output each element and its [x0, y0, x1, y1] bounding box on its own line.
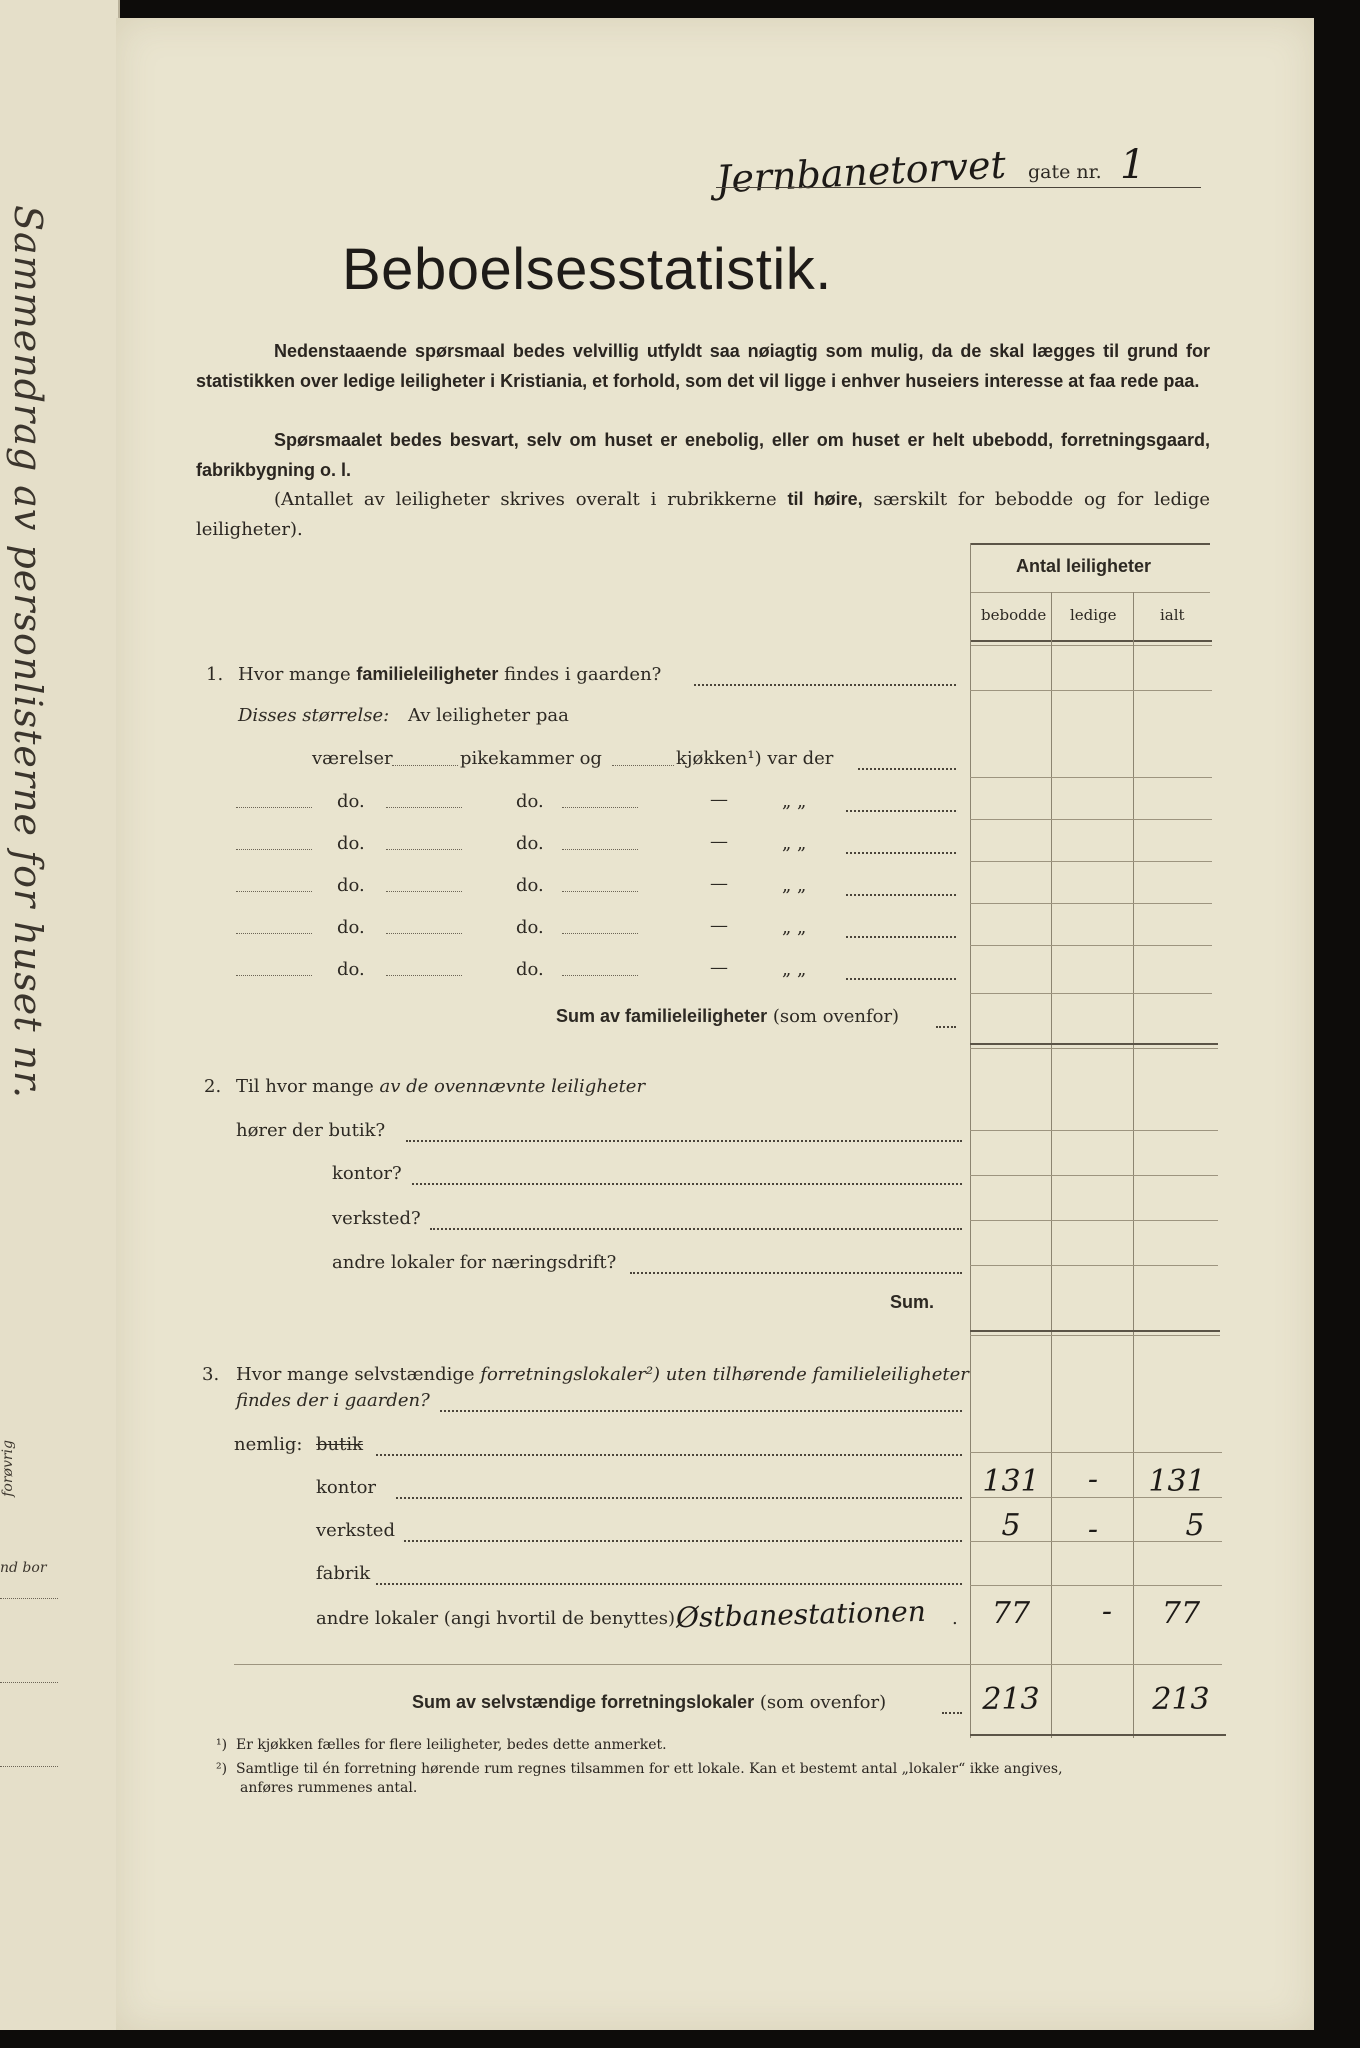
table-row-line: [970, 1175, 1218, 1176]
leader-dots: [376, 1454, 962, 1456]
q2-andre: andre lokaler for næringsdrift?: [332, 1252, 617, 1273]
value-kontor-ledige: -: [1087, 1462, 1099, 1497]
intro-paragraph-3: (Antallet av leiligheter skrives overalt i rubrikkerne til høire, særskilt for bebodde og for ledige leiligheter).: [196, 489, 1210, 540]
q2-butik: hører der butik?: [236, 1120, 386, 1141]
leader-dot-end: .: [952, 1608, 958, 1629]
q2-kontor: kontor?: [332, 1163, 402, 1184]
fill-line: [236, 933, 312, 934]
table-row-line: [970, 1220, 1218, 1221]
fill-line: [236, 849, 312, 850]
q2-number: 2.: [204, 1076, 222, 1097]
table-col-line: [1133, 592, 1134, 1738]
q1-dash: —: [710, 789, 728, 810]
street-name-handwritten: Jernbanetorvet: [715, 142, 1007, 202]
value-kontor-bebodde: 131: [982, 1464, 1040, 1499]
table-col-line: [1051, 592, 1052, 1738]
q1-do: do.: [516, 875, 544, 896]
leader-dots: [412, 1183, 962, 1185]
fill-line: [562, 975, 638, 976]
col-header-ialt: ialt: [1160, 606, 1185, 624]
q1-ditto: „ „: [782, 917, 807, 938]
value-verksted-ledige: -: [1087, 1512, 1099, 1547]
table-col-line: [970, 543, 971, 1738]
q1-sum: Sum av familieleiligheter (som ovenfor): [556, 1006, 900, 1027]
leader-dots: [846, 936, 956, 938]
table-row-line: [970, 1452, 1222, 1453]
table-row-line: [970, 945, 1212, 946]
leader-dots: [846, 810, 956, 812]
q3-sum: Sum av selvstændige forretningslokaler (som ovenfor): [412, 1692, 887, 1713]
previous-page-strip: [0, 0, 120, 2030]
fill-line: [386, 975, 462, 976]
street-number-handwritten: 1: [1120, 142, 1146, 188]
q3-text: Hvor mange selvstændige forretningslokaler²) uten tilhørende familieleiligheter: [236, 1364, 969, 1385]
q2-sum: Sum.: [890, 1292, 935, 1312]
fill-line: [562, 807, 638, 808]
fill-line: [386, 849, 462, 850]
value-sum-ialt: 213: [1152, 1682, 1210, 1717]
table-row-line: [970, 1130, 1218, 1131]
leader-dots: [846, 894, 956, 896]
col-header-bebodde: bebodde: [981, 606, 1047, 624]
page-title: Beboelsesstatistik.: [342, 237, 832, 302]
q3-andre: andre lokaler (angi hvortil de benyttes): [316, 1608, 676, 1629]
fill-line: [386, 891, 462, 892]
q3-text-cont: findes der i gaarden?: [236, 1390, 430, 1411]
q1-ditto: „ „: [782, 833, 807, 854]
q1-ditto: „ „: [782, 791, 807, 812]
fill-line: [236, 975, 312, 976]
q2-text: Til hvor mange av de ovennævnte leiligheter: [236, 1076, 646, 1097]
q1-do: do.: [337, 833, 365, 854]
q1-dash: —: [710, 915, 728, 936]
section-1-bottom-rule: [970, 1048, 1218, 1049]
previous-page-vertical-text: Sammendrag av personlisterne for huset nr.: [6, 205, 50, 1100]
q1-do: do.: [516, 917, 544, 938]
q3-fabrik: fabrik: [316, 1563, 371, 1584]
leader-dots: [430, 1228, 962, 1230]
q1-number: 1.: [206, 664, 224, 685]
table-row-line: [970, 777, 1212, 778]
table-row-line: [970, 819, 1212, 820]
q3-nemlig: nemlig:: [234, 1434, 303, 1455]
q3-andre-handwritten: Østbanestationen: [675, 1594, 927, 1635]
value-andre-bebodde: 77: [991, 1596, 1031, 1631]
q1-ditto: „ „: [782, 959, 807, 980]
q1-do: do.: [516, 791, 544, 812]
col-header-ledige: ledige: [1070, 606, 1117, 624]
leader-dots: [694, 684, 956, 686]
table-row-line: [970, 903, 1212, 904]
value-sum-bebodde: 213: [982, 1682, 1040, 1717]
fill-line: [236, 807, 312, 808]
q1-row-kjokken: kjøkken¹) var der: [676, 748, 834, 769]
previous-page-snippet: forøvrig: [0, 1440, 16, 1497]
q1-dash: —: [710, 831, 728, 852]
value-kontor-ialt: 131: [1148, 1464, 1206, 1499]
footnote-1: ¹) Er kjøkken fælles for flere leiligheter, bedes dette anmerket.: [216, 1737, 667, 1753]
value-andre-ledige: -: [1101, 1594, 1113, 1629]
q1-dash: —: [710, 873, 728, 894]
value-verksted-ialt: 5: [1185, 1508, 1205, 1543]
leader-dots: [936, 1026, 956, 1028]
table-row-line: [970, 690, 1212, 691]
leader-dots: [846, 852, 956, 854]
leader-dots: [942, 1712, 962, 1714]
q3-verksted: verksted: [316, 1520, 395, 1541]
intro-paragraph-1: Nedenstaaende spørsmaal bedes velvillig utfyldt saa nøiagtig som mulig, da de skal lægges til grund for statistikken over ledige leiligheter i Kristiania, et forhold, som det vil ligge i enhver huseiers interesse at faa rede paa.: [196, 341, 1210, 391]
previous-page-snippet: nd bor: [0, 1560, 47, 1576]
section-3-divider: [234, 1664, 1222, 1665]
q1-row-pikekammer: pikekammer og: [460, 748, 602, 769]
leader-dots: [440, 1410, 962, 1412]
q1-do: do.: [337, 917, 365, 938]
table-row-line: [970, 1265, 1218, 1266]
table-row-line: [970, 1585, 1222, 1586]
q1-do: do.: [337, 791, 365, 812]
value-verksted-bebodde: 5: [1001, 1508, 1021, 1543]
q1-do: do.: [516, 833, 544, 854]
table-header-rule: [970, 645, 1212, 646]
q1-do: do.: [337, 959, 365, 980]
gate-nr-label: gate nr.: [1028, 161, 1102, 183]
section-1-bottom-rule: [970, 1043, 1218, 1045]
previous-page-line: [0, 1682, 58, 1683]
q3-butik: butik: [316, 1434, 364, 1455]
table-rule: [970, 592, 1210, 593]
q3-number: 3.: [202, 1364, 220, 1385]
leader-dots: [858, 768, 956, 770]
q1-dash: —: [710, 957, 728, 978]
intro-paragraph-2: Spørsmaalet bedes besvart, selv om huset er enebolig, eller om huset er helt ubebodd, forretningsgaard, fabrikbygning o. l.: [196, 430, 1210, 480]
fill-line: [386, 933, 462, 934]
leader-dots: [630, 1272, 962, 1274]
section-2-bottom-rule: [970, 1335, 1220, 1336]
table-row-line: [970, 993, 1212, 994]
section-3-bottom-rule: [970, 1734, 1226, 1736]
q2-verksted: verksted?: [332, 1208, 421, 1229]
table-title: Antal leiligheter: [1016, 556, 1152, 576]
q1-ditto: „ „: [782, 875, 807, 896]
q1-do: do.: [337, 875, 365, 896]
table-header-rule: [970, 640, 1212, 642]
fill-line: [392, 765, 458, 766]
fill-line: [562, 933, 638, 934]
q3-kontor: kontor: [316, 1477, 377, 1498]
fill-line: [236, 891, 312, 892]
table-top-rule: [970, 543, 1210, 545]
fill-line: [562, 849, 638, 850]
footnote-2-cont: anføres rummenes antal.: [240, 1780, 418, 1796]
previous-page-line: [0, 1766, 58, 1767]
leader-dots: [406, 1140, 962, 1142]
footnote-2: ²) Samtlige til én forretning hørende rum regnes tilsammen for ett lokale. Kan et bestemt antal „lokaler“ ikke angives,: [216, 1761, 1063, 1777]
fill-line: [386, 807, 462, 808]
table-row-line: [970, 861, 1212, 862]
fill-line: [562, 891, 638, 892]
leader-dots: [846, 978, 956, 980]
previous-page-line: [0, 1598, 58, 1599]
q1-do: do.: [516, 959, 544, 980]
q1-text: Hvor mange familieleiligheter findes i gaarden?: [238, 664, 662, 685]
section-2-bottom-rule: [970, 1330, 1220, 1332]
leader-dots: [376, 1583, 962, 1585]
q1-sizes-text: Av leiligheter paa: [408, 705, 569, 726]
q1-sizes-label: Disses størrelse:: [238, 705, 390, 726]
fill-line: [612, 765, 674, 766]
q1-row-vaerelser: værelser: [312, 748, 393, 769]
value-andre-ialt: 77: [1161, 1596, 1201, 1631]
leader-dots: [404, 1540, 962, 1542]
leader-dots: [396, 1497, 962, 1499]
